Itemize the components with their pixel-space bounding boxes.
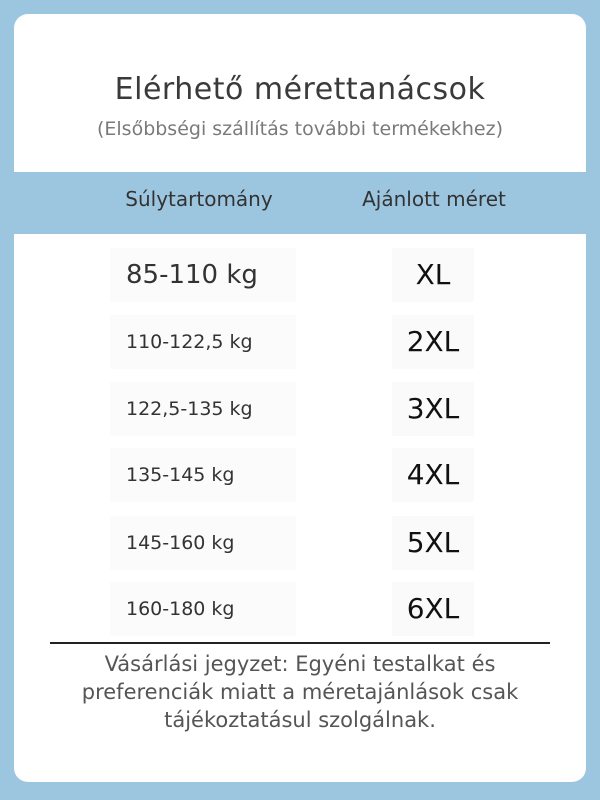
recommended-size: 2XL [392,315,474,369]
recommended-size: 3XL [392,382,474,436]
table-row [14,376,586,442]
table-row [14,309,586,375]
table-row [14,242,586,308]
table-row [14,510,586,576]
table-row [14,442,586,508]
weight-range: 110-122,5 kg [110,315,296,369]
purchase-note: Vásárlási jegyzet: Egyéni testalkat és preferenciák miatt a méretajánlások csak tájékoztatásul szolgálnak. [81,652,519,732]
weight-column-header: Súlytartomány [125,187,273,211]
page-subtitle: (Elsőbbségi szállítás további termékekhez) [96,118,504,140]
size-column-header: Ajánlott méret [362,187,506,211]
recommended-size: 5XL [392,516,474,570]
page-title: Elérhető mérettanácsok [114,72,486,107]
divider-line [50,642,550,644]
weight-range: 85-110 kg [110,248,296,302]
weight-range: 122,5-135 kg [110,382,296,436]
table-row [14,576,586,642]
weight-range: 135-145 kg [110,448,296,502]
recommended-size: 6XL [392,582,474,636]
recommended-size: XL [392,248,474,302]
recommended-size: 4XL [392,448,474,502]
weight-range: 145-160 kg [110,516,296,570]
size-guide-card [14,14,586,782]
weight-range: 160-180 kg [110,582,296,636]
